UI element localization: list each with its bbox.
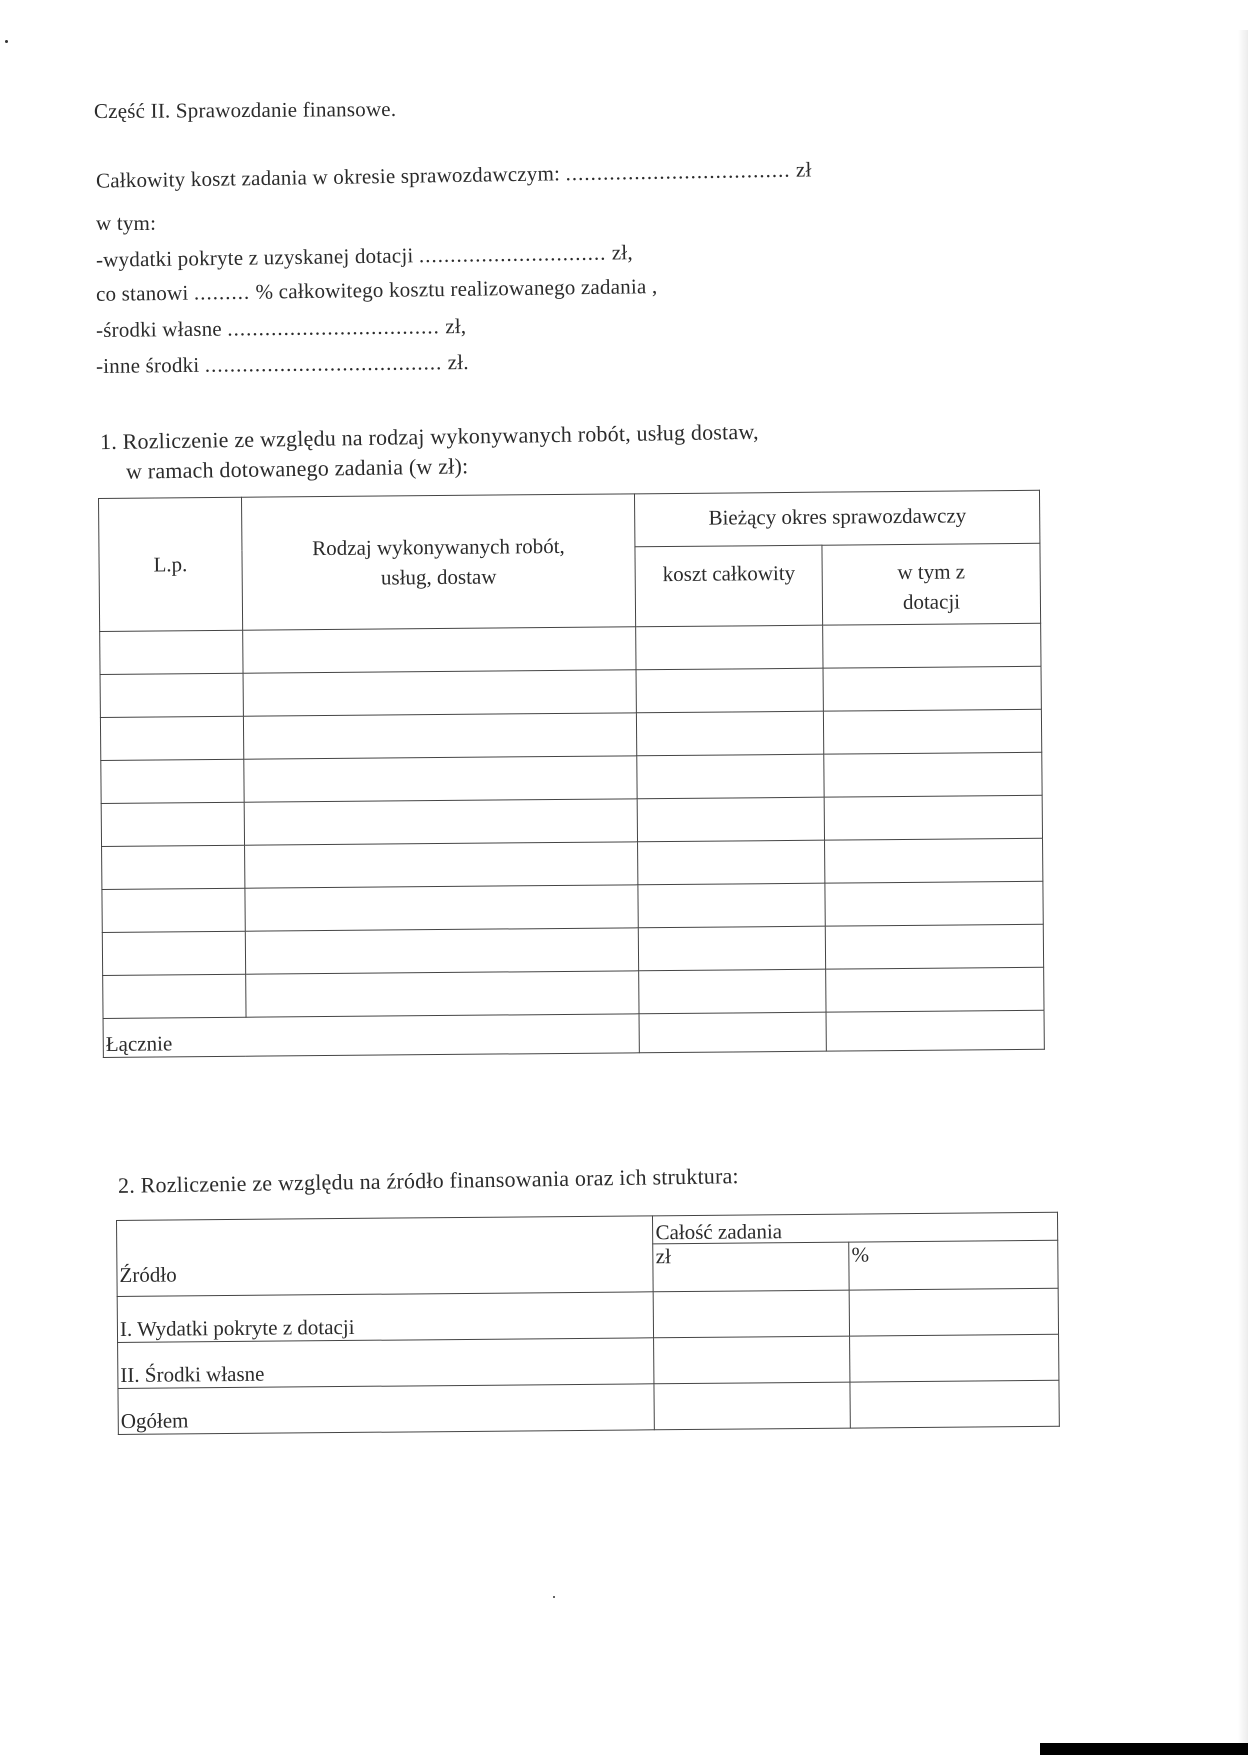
cell-percent[interactable] <box>850 1334 1059 1382</box>
col-header-period-text: Bieżący okres sprawozdawczy <box>708 503 967 530</box>
cell-total-cost[interactable] <box>638 797 825 842</box>
cell-kind[interactable] <box>242 627 636 673</box>
cell-lp[interactable] <box>102 931 245 975</box>
cell-kind[interactable] <box>245 971 639 1017</box>
own-funds-unit: zł, <box>445 314 467 339</box>
cell-from-subsidy[interactable] <box>824 752 1042 797</box>
subsidy-percent-unit: % całkowitego kosztu realizowanego zadania , <box>255 274 658 304</box>
table-row <box>117 1288 1058 1342</box>
subsidy-expenses-field[interactable]: .............................. <box>418 240 607 268</box>
cell-total-cost[interactable] <box>636 668 823 713</box>
table-row <box>118 1334 1059 1388</box>
cell-total-cost[interactable] <box>637 754 824 799</box>
cell-percent[interactable] <box>849 1288 1058 1336</box>
cell-percent[interactable] <box>850 1380 1059 1428</box>
cell-total-cost[interactable] <box>636 625 823 670</box>
cell-total-cost[interactable] <box>639 926 826 971</box>
subsidy-percent-field[interactable]: ......... <box>193 279 251 305</box>
cell-lp[interactable] <box>100 630 243 674</box>
cell-lp[interactable] <box>101 802 244 846</box>
cell-total-cost[interactable] <box>639 969 826 1014</box>
col-header-percent: % <box>849 1240 1058 1290</box>
works-table <box>98 490 1045 1058</box>
other-funds-field[interactable]: ...................................... <box>204 350 443 377</box>
subsidy-percent-line <box>96 274 658 307</box>
row-label-subsidy: I. Wydatki pokryte z dotacji <box>117 1292 654 1343</box>
total-row-label: Łącznie <box>103 1014 640 1058</box>
own-funds-line <box>96 314 467 343</box>
row-label-own-funds: II. Środki własne <box>118 1338 655 1389</box>
subsidy-expenses-unit: zł, <box>611 240 633 265</box>
cell-kind[interactable] <box>244 799 638 845</box>
scan-speck <box>5 40 8 43</box>
section-title: Część II. Sprawozdanie finansowe. <box>93 96 397 124</box>
cell-from-subsidy[interactable] <box>824 795 1042 840</box>
total-row <box>103 1010 1044 1057</box>
cell-from-subsidy[interactable] <box>825 924 1043 969</box>
cell-kind[interactable] <box>243 670 637 716</box>
cell-total-cost[interactable] <box>638 840 825 885</box>
table-row <box>118 1380 1059 1434</box>
other-funds-label: -inne środki <box>95 352 200 378</box>
scan-bottom-edge <box>1040 1743 1248 1755</box>
scan-speck <box>553 1596 555 1598</box>
section2-heading: 2. Rozliczenie ze względu na źródło finansowania oraz ich struktura: <box>117 1163 739 1198</box>
cell-lp[interactable] <box>102 888 245 932</box>
cell-lp[interactable] <box>102 845 245 889</box>
col-header-kind: Rodzaj wykonywanych robót, usług, dostaw <box>241 494 636 630</box>
cell-kind[interactable] <box>243 713 637 759</box>
own-funds-label: -środki własne <box>95 316 222 342</box>
cell-zl[interactable] <box>654 1382 850 1430</box>
col-header-zl: zł <box>653 1242 849 1292</box>
cell-zl[interactable] <box>654 1290 850 1338</box>
total-cost-field[interactable]: .................................... <box>565 157 791 186</box>
cell-total-cost[interactable] <box>638 883 825 928</box>
section1-heading-line2: w ramach dotowanego zadania (w zł): <box>125 453 469 484</box>
col-header-lp: L.p. <box>99 497 243 631</box>
cell-from-subsidy[interactable] <box>826 967 1044 1012</box>
col-header-total-cost: koszt całkowity <box>635 545 822 627</box>
cell-from-subsidy[interactable] <box>823 709 1041 754</box>
total-cost-unit: zł <box>795 157 812 182</box>
cell-from-subsidy[interactable] <box>823 623 1041 668</box>
cell-total-cost[interactable] <box>637 711 824 756</box>
cell-lp[interactable] <box>101 759 244 803</box>
cell-lp[interactable] <box>100 716 243 760</box>
own-funds-field[interactable]: .................................. <box>227 314 440 341</box>
total-cost-sum-cell[interactable] <box>639 1012 826 1053</box>
sources-table <box>116 1212 1060 1435</box>
col-header-period <box>635 490 1040 547</box>
other-funds-line <box>96 350 469 379</box>
scan-page-edge <box>1238 30 1248 1750</box>
cell-zl[interactable] <box>654 1336 850 1384</box>
cell-lp[interactable] <box>103 974 246 1018</box>
row-label-total: Ogółem <box>118 1384 655 1435</box>
total-cost-label: Całkowity koszt zadania w okresie sprawozdawczym: <box>95 161 561 193</box>
cell-kind[interactable] <box>244 842 638 888</box>
cell-from-subsidy[interactable] <box>825 838 1043 883</box>
in-that-label: w tym: <box>96 211 157 235</box>
subsidy-percent-label: co stanowi <box>95 280 189 306</box>
total-subsidy-sum-cell[interactable] <box>826 1010 1044 1051</box>
cell-kind[interactable] <box>245 928 639 974</box>
cell-lp[interactable] <box>100 673 243 717</box>
other-funds-unit: zł. <box>447 350 469 375</box>
col-header-from-subsidy: w tym z dotacji <box>822 543 1041 625</box>
total-cost-line <box>96 157 812 193</box>
cell-kind[interactable] <box>243 756 637 802</box>
cell-from-subsidy[interactable] <box>825 881 1043 926</box>
cell-from-subsidy[interactable] <box>823 666 1041 711</box>
col-header-source: Źródło <box>117 1216 654 1297</box>
section1-heading-line1: 1. Rozliczenie ze względu na rodzaj wykonywanych robót, usług dostaw, <box>99 418 759 455</box>
subsidy-expenses-label: -wydatki pokryte z uzyskanej dotacji <box>95 243 414 272</box>
cell-kind[interactable] <box>245 885 639 931</box>
col-header-whole-task: Całość zadania <box>653 1212 1058 1244</box>
subsidy-expenses-line <box>96 240 633 272</box>
